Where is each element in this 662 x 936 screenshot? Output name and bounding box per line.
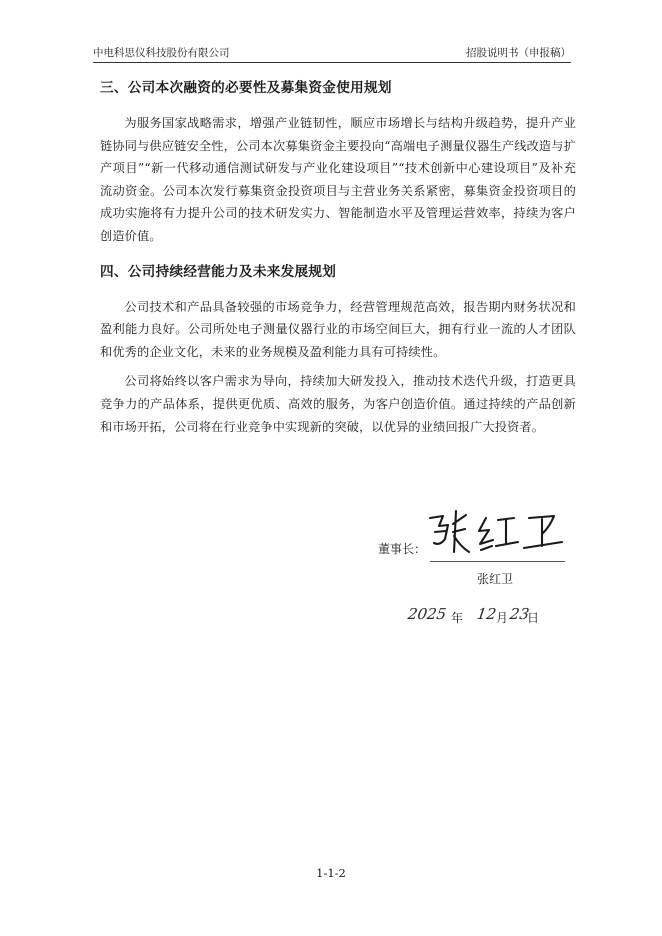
chairman-printed-name: 张红卫	[477, 572, 514, 586]
date-year-char: 年	[451, 611, 464, 625]
header-document-type: 招股说明书（申报稿）	[466, 47, 571, 59]
header-company-name: 中电科思仪科技股份有限公司	[93, 47, 230, 59]
page-number: 1-1-2	[316, 866, 346, 880]
signature-line	[430, 561, 565, 562]
date-year: 2025	[406, 605, 448, 623]
section-4-heading: 四、公司持续经营能力及未来发展规划	[100, 263, 337, 280]
handwritten-signature	[426, 506, 566, 558]
chairman-label: 董事长：	[378, 542, 427, 556]
date-day: 23	[508, 605, 531, 623]
section-3-heading: 三、公司本次融资的必要性及募集资金使用规划	[100, 80, 392, 96]
date-day-char: 日	[527, 611, 540, 625]
section-4-paragraph-1: 公司技术和产品具备较强的市场竞争力，经营管理规范高效，报告期内财务状况和盈利能力良好。公司所处电子测量仪器行业的市场空间巨大，拥有行业一流的人才团队和优秀的企业文化，未来的业务规模及盈利能力具有可持续性。	[100, 299, 576, 359]
section-3-paragraph: 为服务国家战略需求，增强产业链韧性，顺应市场增长与结构升级趋势，提升产业链协同与供应链安全性，公司本次募集资金主要投向“高端电子测量仪器生产线改造与扩产项目”“新一代移动通信测试研发与产业化建设项目”“技术创新中心建设项目”及补充流动资金。公司本次发行募集资金投资项目与主营业务关系紧密，募集资金投资项目的成功实施将有力提升公司的技术研发实力、智能制造水平及管理运营效率，持续为客户创造价值。	[100, 116, 576, 243]
document-body	[100, 78, 576, 438]
page-header	[93, 44, 571, 63]
section-4-paragraph-2: 公司将始终以客户需求为导向，持续加大研发投入，推动技术迭代升级，打造更具竞争力的产品体系，提供更优质、高效的服务，为客户创造价值。通过持续的产品创新和市场开拓，公司将在行业竞争中实现新的突破，以优异的业绩回报广大投资者。	[100, 374, 576, 434]
date-month-char: 月	[496, 611, 509, 625]
date-month: 12	[475, 605, 498, 623]
